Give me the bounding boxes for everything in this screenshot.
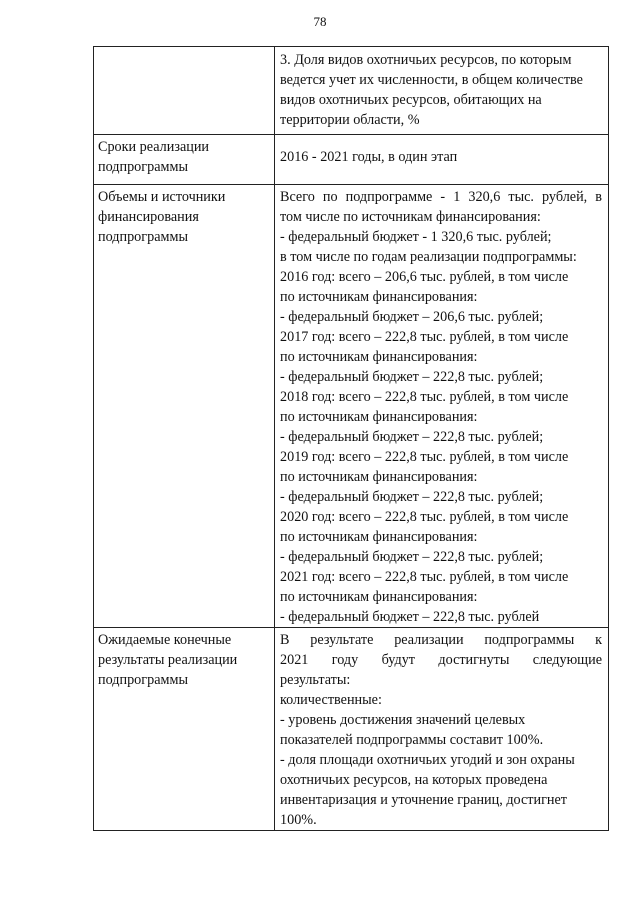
text-line: Всего по подпрограмме - 1 320,6 тыс. рублей, в <box>280 189 602 205</box>
text-line: - уровень достижения значений целевых <box>280 712 526 728</box>
table-row-results <box>94 628 609 831</box>
text-line: охотничьих ресурсов, на которых проведена <box>280 772 548 788</box>
text-line: по источникам финансирования: <box>280 349 478 365</box>
text-line: 2016 год: всего – 206,6 тыс. рублей, в том числе <box>280 269 569 285</box>
page-number: 78 <box>313 14 327 29</box>
text-line: - федеральный бюджет – 222,8 тыс. рублей; <box>280 429 544 445</box>
text-line: территории области, % <box>280 112 420 128</box>
text-line: показателей подпрограммы составит 100%. <box>280 732 544 748</box>
text-line: 100%. <box>280 812 317 828</box>
text-line: - федеральный бюджет – 222,8 тыс. рублей <box>280 609 540 625</box>
row-funding-label-cell <box>94 185 275 628</box>
text-line: 3. Доля видов охотничьих ресурсов, по которым <box>280 52 572 68</box>
text-line: по источникам финансирования: <box>280 289 478 305</box>
label-line: финансирования <box>98 209 199 225</box>
table-row-indicator <box>94 47 609 135</box>
text-line: 2021 год: всего – 222,8 тыс. рублей, в том числе <box>280 569 569 585</box>
label-line: Ожидаемые конечные <box>98 632 232 648</box>
label-line: подпрограммы <box>98 672 188 688</box>
row-results-label-cell <box>94 628 275 831</box>
text-line: количественные: <box>280 692 382 708</box>
row-indicator-value-cell <box>275 47 609 135</box>
text-line: в том числе по годам реализации подпрограммы: <box>280 249 577 265</box>
row-funding-value-cell <box>275 185 609 628</box>
label-line: Объемы и источники <box>98 189 226 205</box>
text-line: инвентаризация и уточнение границ, достигнет <box>280 792 567 808</box>
text-line: ведется учет их численности, в общем количестве <box>280 72 583 88</box>
text-line: 2021 году будут достигнуты следующие <box>280 652 602 668</box>
text-line: - федеральный бюджет – 206,6 тыс. рублей; <box>280 309 544 325</box>
text-line: - федеральный бюджет – 222,8 тыс. рублей; <box>280 549 544 565</box>
text-line: по источникам финансирования: <box>280 409 478 425</box>
row-indicator-label-cell <box>94 47 275 135</box>
text-line: видов охотничьих ресурсов, обитающих на <box>280 92 542 108</box>
text-line: 2020 год: всего – 222,8 тыс. рублей, в том числе <box>280 509 569 525</box>
table-row-terms <box>94 135 609 185</box>
text-line: том числе по источникам финансирования: <box>280 209 541 225</box>
text-line: - федеральный бюджет - 1 320,6 тыс. рублей; <box>280 229 552 245</box>
row-terms-value-cell <box>275 135 609 185</box>
subprogram-passport-table <box>93 46 609 831</box>
table-row-funding <box>94 185 609 628</box>
text-line: по источникам финансирования: <box>280 589 478 605</box>
text-line: 2016 - 2021 годы, в один этап <box>280 149 458 165</box>
label-line: подпрограммы <box>98 229 188 245</box>
text-line: В результате реализации подпрограммы к <box>280 632 602 648</box>
label-line: подпрограммы <box>98 159 188 175</box>
row-terms-label-cell <box>94 135 275 185</box>
text-line: 2017 год: всего – 222,8 тыс. рублей, в том числе <box>280 329 569 345</box>
label-line: Сроки реализации <box>98 139 210 155</box>
text-line: - доля площади охотничьих угодий и зон охраны <box>280 752 575 768</box>
label-line: результаты реализации <box>98 652 238 668</box>
text-line: - федеральный бюджет – 222,8 тыс. рублей; <box>280 369 544 385</box>
text-line: по источникам финансирования: <box>280 469 478 485</box>
text-line: результаты: <box>280 672 351 688</box>
text-line: 2019 год: всего – 222,8 тыс. рублей, в том числе <box>280 449 569 465</box>
text-line: 2018 год: всего – 222,8 тыс. рублей, в том числе <box>280 389 569 405</box>
row-results-value-cell <box>275 628 609 831</box>
text-line: - федеральный бюджет – 222,8 тыс. рублей; <box>280 489 544 505</box>
text-line: по источникам финансирования: <box>280 529 478 545</box>
